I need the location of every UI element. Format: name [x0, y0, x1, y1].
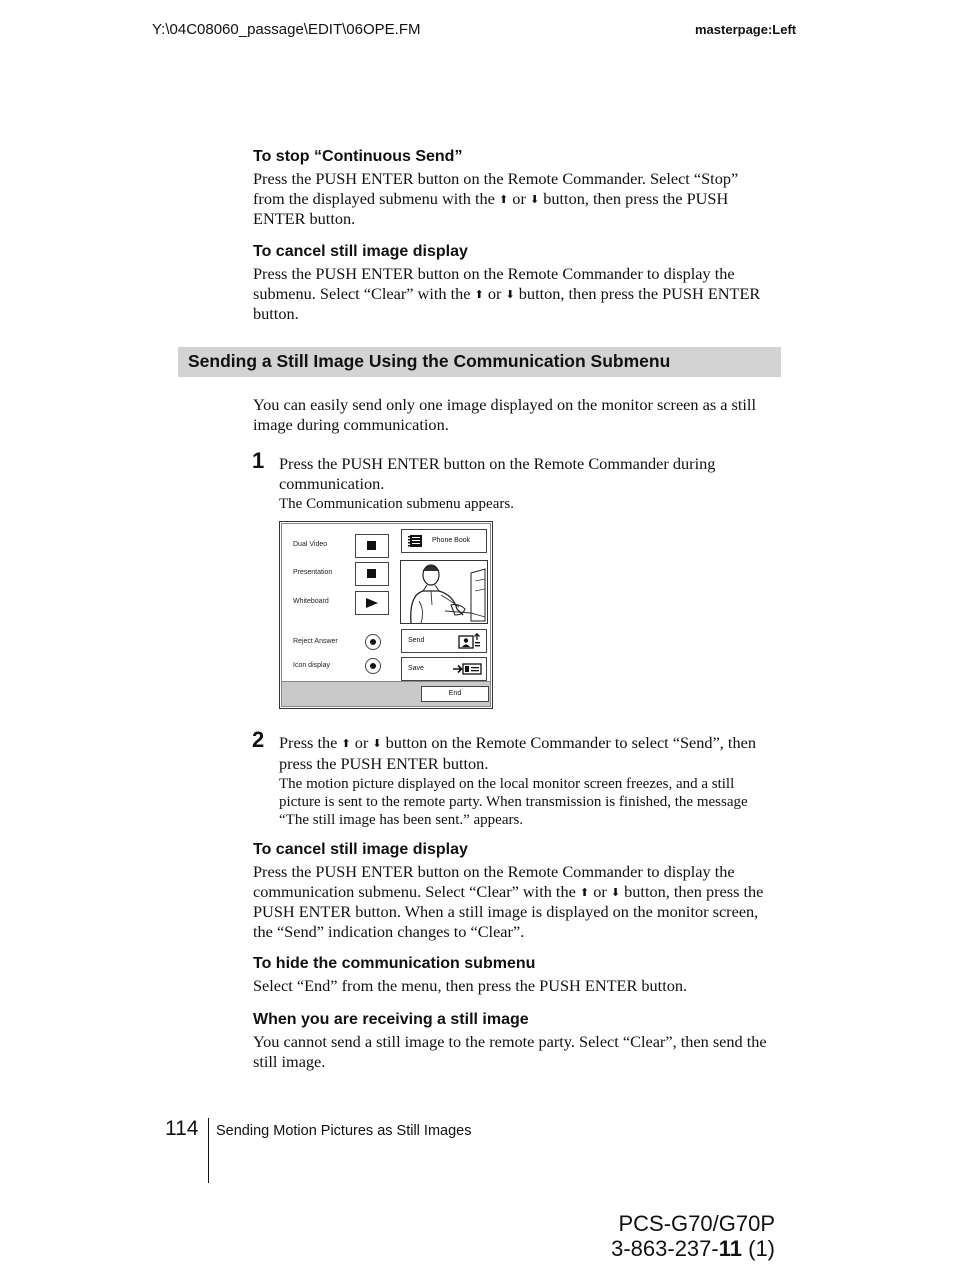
up-arrow-icon: ⬆ [579, 885, 590, 899]
text-line: You can easily send only one image displayed on the monitor screen as a still [253, 395, 756, 414]
communication-submenu-screen [279, 521, 493, 709]
text-line: PUSH ENTER button. When a still image is displayed on the monitor screen, [253, 902, 759, 922]
hide-submenu-text: Select “End” from the menu, then press the PUSH ENTER button. [253, 976, 688, 995]
send-label: Send [408, 637, 425, 644]
whiteboard-label: Whiteboard [293, 598, 329, 605]
text-line: Press the PUSH ENTER button on the Remote Commander to display the [253, 862, 735, 881]
text-line: You cannot send a still image to the remote party. Select “Clear”, then send the [253, 1032, 767, 1051]
cancel-heading-2: To cancel still image display [253, 841, 468, 858]
stop-continuous-text [253, 169, 781, 229]
text-line: button, then press the PUSH ENTER [518, 283, 761, 303]
header-file-path: Y:\04C08060_passage\EDIT\06OPE.FM [152, 21, 421, 38]
text-line: Press the PUSH ENTER button on the Remote Commander. Select “Stop” [253, 169, 739, 188]
section-title-bar [178, 347, 781, 377]
step-2-number: 2 [252, 727, 265, 752]
still-image-preview [400, 560, 488, 624]
person-illustration-icon [401, 561, 487, 623]
save-to-card-icon [452, 662, 482, 676]
phone-book-icon [408, 534, 424, 548]
section-intro [253, 395, 781, 434]
step-1-note: The Communication submenu appears. [279, 496, 514, 513]
text-line: from the displayed submenu with the [253, 188, 495, 208]
text-line: press the PUSH ENTER button. [279, 753, 489, 773]
text-line: button, then press the PUSH [543, 188, 729, 208]
up-arrow-icon: ⬆ [474, 287, 484, 301]
up-arrow-icon: ⬆ [499, 192, 509, 206]
hide-submenu-heading: To hide the communication submenu [253, 955, 536, 972]
text-line: button. [253, 304, 299, 324]
step-1-instruction [279, 454, 781, 493]
text-line: button on the Remote Commander to select “Send”, then [385, 733, 756, 752]
icon-display-label: Icon display [293, 662, 330, 669]
screen-frame [281, 523, 491, 707]
down-arrow-icon: ⬇ [505, 287, 515, 301]
up-arrow-icon: ⬆ [341, 737, 351, 750]
text-line: submenu. Select “Clear” with the [253, 283, 471, 303]
page-number: 114 [165, 1117, 199, 1140]
radio-dot-icon [370, 663, 376, 669]
text-line: picture is sent to the remote party. When transmission is finished, the message [279, 794, 748, 811]
whiteboard-button[interactable] [355, 591, 389, 615]
send-button[interactable] [401, 629, 487, 653]
section-intro-text [253, 395, 781, 434]
step-1-number: 1 [252, 448, 265, 473]
code-bold: 11 [718, 1236, 742, 1261]
play-triangle-icon [366, 598, 378, 608]
document-code [560, 1236, 775, 1262]
text-line: image during communication. [253, 414, 449, 434]
down-arrow-icon: ⬇ [529, 192, 540, 206]
step-2-text [279, 733, 781, 829]
step-2-instruction [279, 733, 781, 773]
save-label: Save [408, 665, 424, 672]
stop-square-icon [367, 569, 376, 578]
stop-square-icon [367, 541, 376, 550]
text-line: or [487, 283, 502, 303]
reject-answer-radio[interactable] [365, 634, 381, 650]
phone-book-button[interactable] [401, 529, 487, 553]
stop-continuous-heading: To stop “Continuous Send” [253, 148, 463, 165]
step-2-note [279, 775, 781, 829]
text-line: communication submenu. Select “Clear” with the [253, 881, 576, 901]
text-line: communication. [279, 473, 385, 493]
text-line: “The still image has been sent.” appears. [279, 812, 524, 829]
down-arrow-icon: ⬇ [610, 885, 621, 899]
radio-dot-icon [370, 639, 376, 645]
text-line: Press the PUSH ENTER button on the Remote Commander to display the [253, 264, 735, 283]
receiving-text [253, 1032, 781, 1071]
text-line: Press the PUSH ENTER button on the Remote Commander during [279, 454, 716, 473]
text-line: ENTER button. [253, 209, 356, 229]
presentation-label: Presentation [293, 569, 333, 576]
text-line: button, then press the [624, 881, 764, 901]
text-line: The motion picture displayed on the local monitor screen freezes, and a still [279, 776, 735, 793]
send-still-icon [458, 633, 482, 649]
phone-book-label: Phone Book [432, 537, 471, 544]
text-line: the “Send” indication changes to “Clear”. [253, 921, 525, 941]
text-line: still image. [253, 1051, 326, 1071]
icon-display-radio[interactable] [365, 658, 381, 674]
cancel-block-2 [253, 841, 781, 941]
cancel-block-1 [253, 243, 781, 324]
presentation-button[interactable] [355, 562, 389, 586]
text-line: or [512, 188, 526, 208]
cancel-heading-1: To cancel still image display [253, 243, 468, 260]
dual-video-button[interactable] [355, 534, 389, 558]
receiving-block [253, 1011, 781, 1071]
reject-answer-label: Reject Answer [293, 638, 338, 645]
hide-submenu-block [253, 955, 781, 996]
cancel-text-2 [253, 862, 781, 941]
save-button[interactable] [401, 657, 487, 681]
section-title: Sending a Still Image Using the Communication Submenu [188, 351, 671, 371]
code-prefix: 3-863-237- [611, 1236, 719, 1261]
cancel-text-1 [253, 264, 781, 324]
receiving-heading: When you are receiving a still image [253, 1011, 529, 1028]
header-masterpage: masterpage:Left [695, 22, 797, 37]
text-line: or [593, 881, 607, 901]
model-name: PCS-G70/G70P [618, 1211, 775, 1236]
down-arrow-icon: ⬇ [372, 737, 382, 750]
footer-divider [208, 1118, 209, 1183]
dual-video-label: Dual Video [293, 541, 328, 548]
stop-continuous-block [253, 148, 781, 229]
end-button[interactable]: End [421, 686, 489, 702]
text-line: or [354, 733, 369, 752]
step-1-text [279, 454, 781, 513]
screen-bottom-bar [282, 681, 490, 706]
text-line: Press the [279, 733, 338, 752]
footer-section-name: Sending Motion Pictures as Still Images [216, 1123, 472, 1139]
code-suffix: (1) [742, 1236, 775, 1261]
